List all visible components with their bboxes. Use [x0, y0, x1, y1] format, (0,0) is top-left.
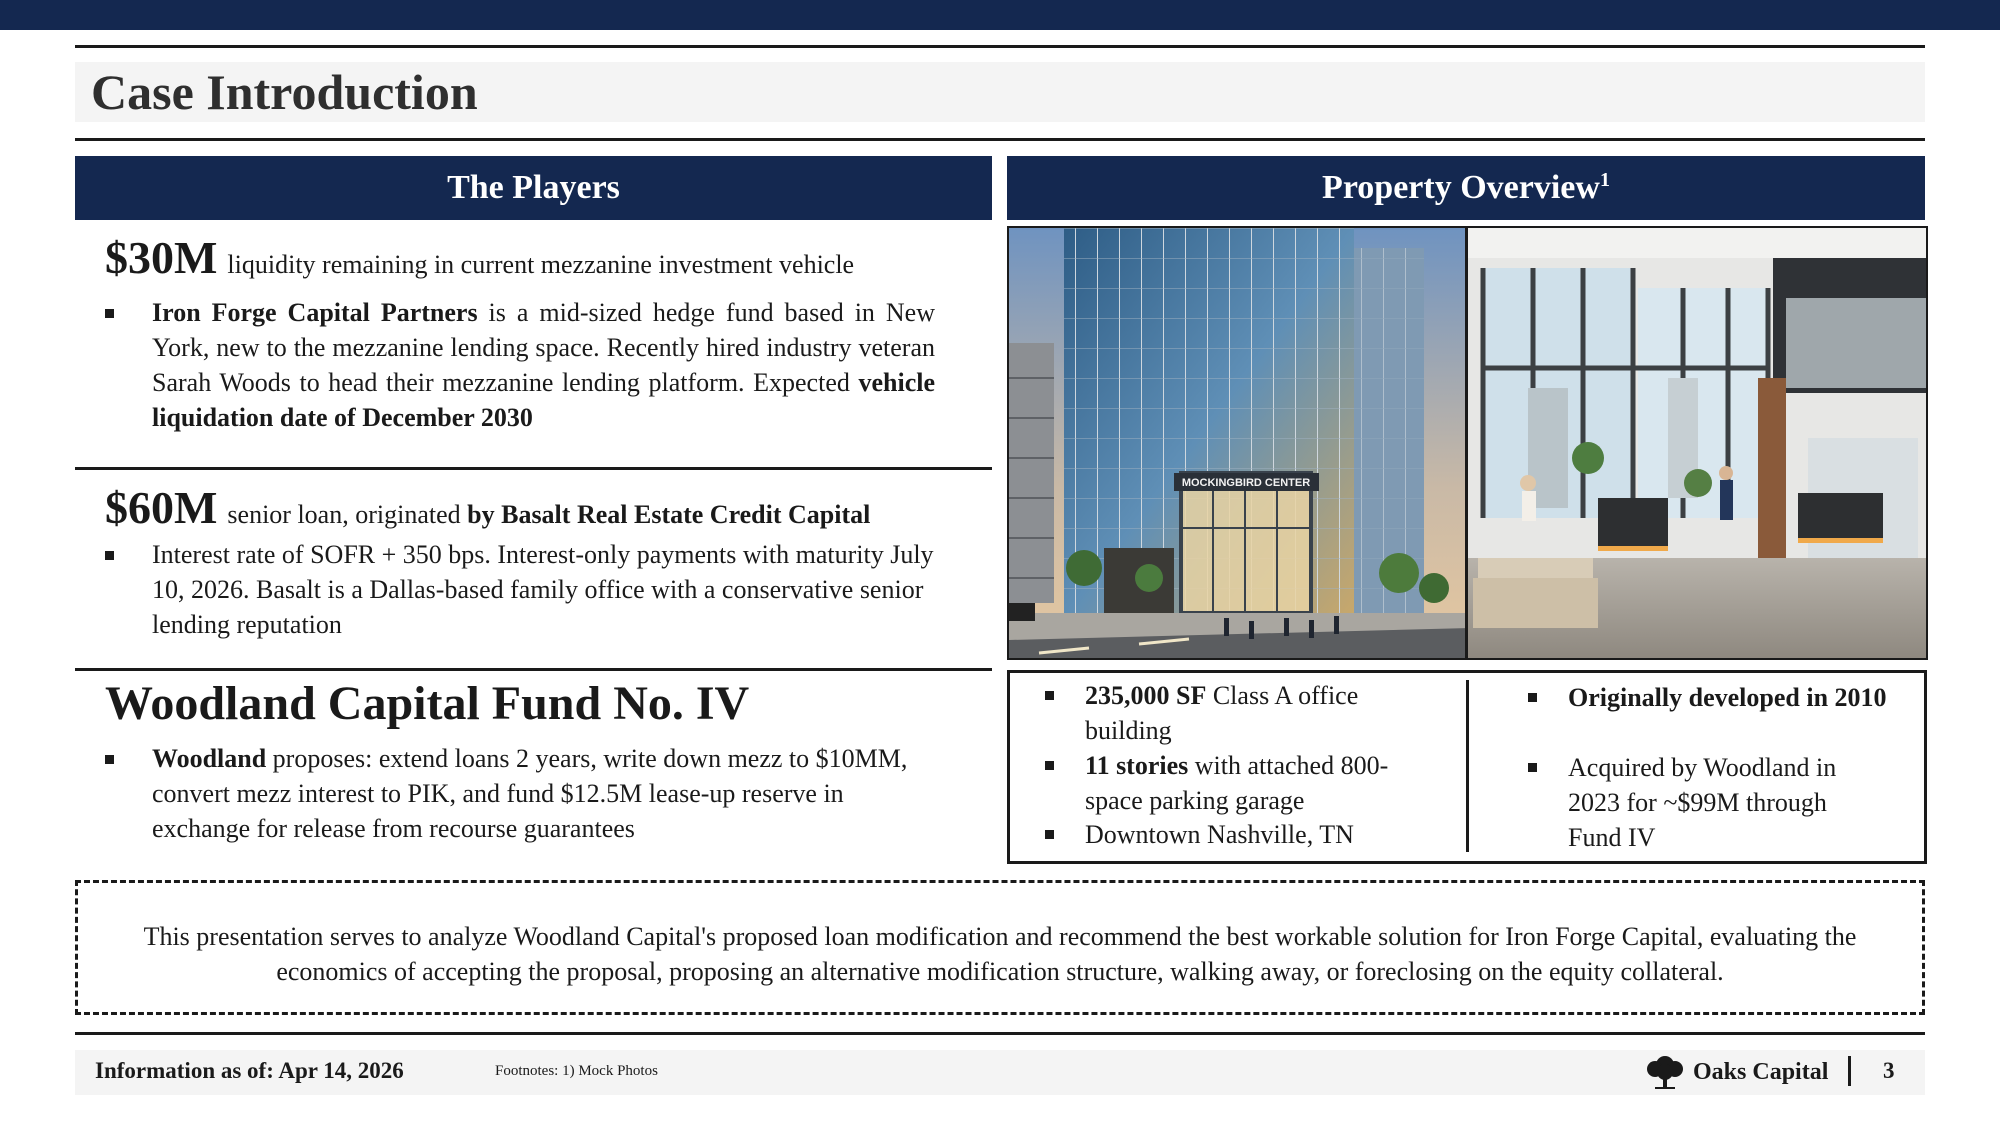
property-heading-footnote-mark: 1 — [1599, 169, 1610, 191]
fact-stories-text: with attached 800-space parking garage — [1085, 751, 1389, 815]
mezz-amount-line — [75, 230, 990, 285]
bullet-square-icon — [1045, 691, 1054, 700]
exterior-photo-illustration — [1009, 228, 1467, 660]
info-date: Information as of: Apr 14, 2026 — [95, 1058, 404, 1083]
bullet-square-icon — [105, 309, 114, 318]
senior-bullet — [75, 537, 990, 642]
senior-player-block — [75, 480, 990, 642]
players-heading — [75, 156, 992, 220]
page-title: Case Introduction — [91, 64, 478, 120]
fact-stories — [1037, 748, 1437, 818]
fact-stories-bold: 11 stories — [1085, 751, 1189, 780]
brand-logo — [1645, 1054, 1828, 1090]
mezz-bullet-bold-end: vehicle liquidation date of December 2030 — [152, 368, 935, 433]
senior-description-bold: by Basalt Real Estate Credit Capital — [467, 500, 871, 529]
fact-developed-bold: Originally developed in 2010 — [1568, 683, 1887, 712]
footer-top-rule — [75, 1032, 1925, 1035]
property-heading-label: Property Overview — [1322, 169, 1600, 206]
exterior-sign-text: MOCKINGBIRD CENTER — [1181, 477, 1311, 489]
interior-photo — [1466, 226, 1928, 660]
fact-size-bold: 235,000 SF — [1085, 681, 1207, 710]
fact-developed — [1520, 680, 1900, 715]
summary-text: This presentation serves to analyze Woodland Capital's proposed loan modification and recommend the best workable solution for Iron Forge Capital, evaluating the economics of accepting the proposal, proposing an alternative modification structure, walking away, or foreclosing on the equity collateral. — [143, 922, 1857, 986]
title-top-rule — [75, 45, 1925, 48]
page-number: 3 — [1883, 1058, 1895, 1083]
mezz-player-block — [75, 230, 990, 435]
fact-size — [1037, 678, 1437, 748]
top-accent-bar — [0, 0, 2000, 30]
bullet-square-icon — [1045, 830, 1054, 839]
senior-description: senior loan, originated — [227, 500, 468, 529]
bullet-square-icon — [1045, 761, 1054, 770]
brand-name: Oaks Capital — [1693, 1058, 1829, 1085]
fact-size-text: Class A office building — [1085, 681, 1359, 745]
players-divider-1 — [75, 467, 992, 470]
property-facts-divider — [1466, 680, 1469, 852]
sponsor-name: Woodland Capital Fund No. IV — [105, 677, 750, 730]
interior-photo-illustration — [1468, 228, 1928, 660]
oak-tree-icon — [1645, 1054, 1685, 1090]
mezz-description: liquidity remaining in current mezzanine investment vehicle — [227, 250, 855, 279]
mezz-bullet — [75, 295, 990, 435]
senior-bullet-text: Interest rate of SOFR + 350 bps. Interest-only payments with maturity July 10, 2026. Basalt is a Dallas-based family office with a conservative senior lending reputation — [152, 540, 934, 640]
players-divider-2 — [75, 668, 992, 671]
exterior-photo — [1007, 226, 1467, 660]
fact-location-text: Downtown Nashville, TN — [1085, 820, 1354, 849]
bullet-square-icon — [105, 551, 114, 560]
footer — [75, 1050, 1925, 1095]
sponsor-bullet-bold: Woodland — [152, 744, 267, 773]
mezz-amount: $30M — [105, 232, 218, 283]
senior-amount: $60M — [105, 482, 218, 533]
sponsor-bullet — [75, 741, 990, 846]
title-band — [75, 62, 1925, 122]
title-bottom-rule — [75, 138, 1925, 141]
summary-box — [75, 880, 1925, 1015]
bullet-square-icon — [105, 755, 114, 764]
fact-acquired — [1520, 750, 1850, 855]
mezz-bullet-bold: Iron Forge Capital Partners — [152, 298, 478, 328]
players-heading-label: The Players — [447, 169, 620, 206]
sponsor-bullet-text: proposes: extend loans 2 years, write down mezz to $10MM, convert mezz interest to PIK, and fund $12.5M lease-up reserve in exchange for release from recourse guarantees — [152, 744, 908, 843]
sponsor-player-block — [75, 676, 990, 846]
footer-separator — [1848, 1056, 1851, 1086]
mezz-bullet-text: is a mid-sized hedge fund based in New York, new to the mezzanine lending space. Recently hired industry veteran Sarah Woods to head their mezzanine lending platform. Expected — [152, 298, 935, 398]
senior-amount-line — [75, 480, 990, 535]
bullet-square-icon — [1528, 693, 1537, 702]
fact-location — [1037, 817, 1437, 852]
fact-acquired-text: Acquired by Woodland in 2023 for ~$99M through Fund IV — [1568, 753, 1837, 852]
bullet-square-icon — [1528, 763, 1537, 772]
footnote: Footnotes: 1) Mock Photos — [495, 1063, 658, 1079]
property-heading — [1007, 156, 1925, 220]
